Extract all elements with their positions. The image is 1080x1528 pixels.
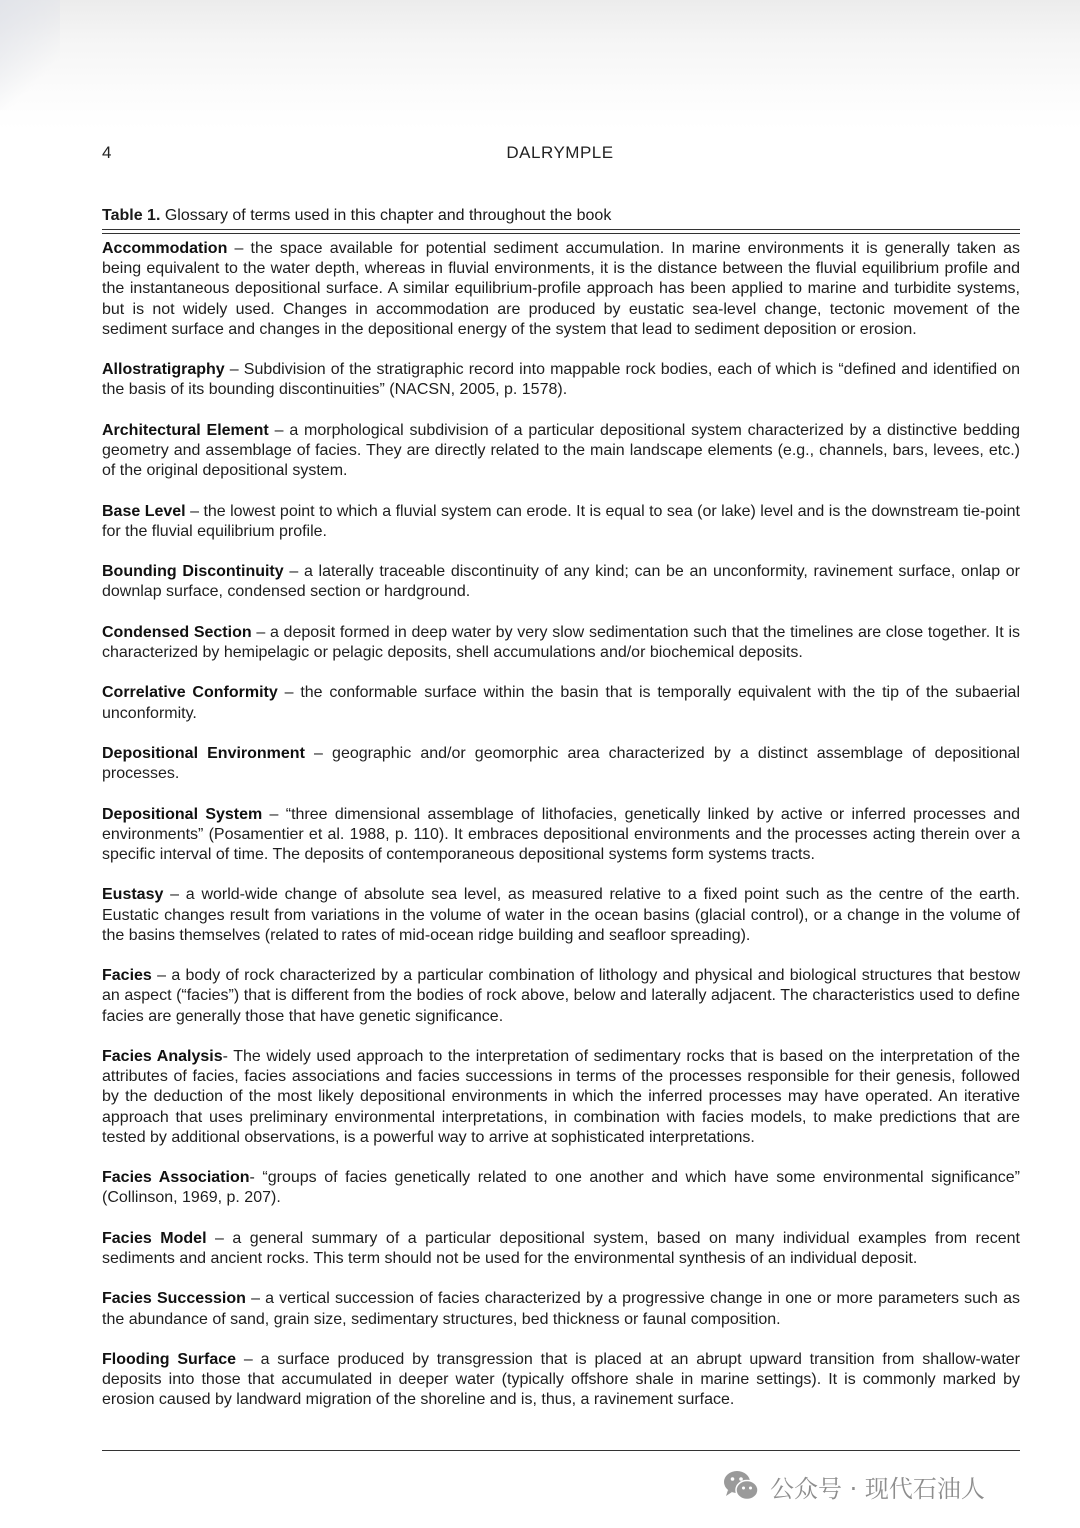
glossary-sep: – — [304, 744, 333, 762]
glossary-sep: – — [206, 1229, 233, 1247]
glossary-sep: - — [222, 1047, 234, 1065]
glossary-definition: Subdivision of the stratigraphic record into mappable rock bodies, each of which is “defined and identified on the basis of its bounding discontinuities” (NACSN, 2005, p. 1578). — [102, 361, 1020, 399]
glossary-definition: “groups of facies genetically related to one another and which have some environmental significance” (Collinson, 1969, p. 207). — [102, 1169, 1021, 1207]
glossary-definition: a body of rock characterized by a particular combination of lithology and physical and biological structures that bestow an aspect (“facies”) that is different from the bodies of rock above, below and laterally adjacent. The characteristics used to define facies are generally those that have genetic significance. — [102, 967, 1021, 1025]
glossary-term: Facies — [102, 967, 152, 985]
glossary-definition: a vertical succession of facies characterized by a progressive change in one or more parameters such as the abundance of sand, grain size, sedimentary structures, bed thickness or faunal composition. — [102, 1290, 1020, 1328]
wechat-icon — [722, 1468, 760, 1504]
glossary-sep: – — [163, 886, 186, 904]
glossary-definition: The widely used approach to the interpretation of sedimentary rocks that is based on the interpretation of the attributes of facies, facies associations and facies successions in terms of the processes responsible for their genesis, followed by the deduction of the most likely depositional environments in which the inferred processes may have operated. An iterative approach that uses preliminary environmental interpretations, in combination with facies models, to make predictions that are tested by additional observations, is a powerful way to arrive at sophisticated interpretations. — [102, 1047, 1021, 1146]
glossary-sep: – — [245, 1290, 266, 1308]
glossary-entry — [102, 239, 1020, 340]
watermark — [722, 1458, 985, 1514]
glossary-term: Eustasy — [102, 886, 164, 904]
glossary-entry — [102, 623, 1020, 663]
glossary-term: Correlative Conformity — [102, 684, 278, 702]
glossary-entry — [102, 885, 1020, 946]
glossary-entry — [102, 683, 1020, 723]
glossary-term: Allostratigraphy — [102, 361, 225, 379]
glossary-sep: – — [251, 623, 270, 641]
glossary-definition: the space available for potential sediment accumulation. In marine environments it is generally taken as being equivalent to the water depth, whereas in fluvial environments, it is the distance between the fluvial equilibrium profile and the instantaneous depositional surface. A similar equilibrium-profile approach has been applied to marine and turbidite systems, but is not widely used. Changes in accommodation are produced by eustatic sea-level change, tectonic movement of the sediment surface and changes in the depositional energy of the system that lead to sediment deposition or erosion. — [102, 240, 1020, 338]
table-caption-text: Glossary of terms used in this chapter and throughout the book — [160, 207, 612, 224]
glossary-sep: – — [277, 684, 301, 702]
glossary-definition: a world-wide change of absolute sea level, as measured relative to a fixed point such as the centre of the earth. Eustatic changes result from variations in the volume of water in the ocean basins (glacial control), or a change in the volume of the basins themselves (related to rates of mid-ocean ridge building and seafloor spreading). — [102, 886, 1021, 944]
glossary-term: Facies Succession — [102, 1290, 246, 1308]
watermark-text: 公众号 · 现代石油人 — [770, 1474, 985, 1503]
glossary-definition: a laterally traceable discontinuity of any kind; can be an unconformity, ravinement surface, onlap or downlap surface, condensed section or hardground. — [102, 563, 1021, 601]
glossary-term: Flooding Surface — [102, 1350, 237, 1368]
glossary-term: Condensed Section — [102, 623, 252, 641]
glossary-entry — [102, 1350, 1020, 1411]
glossary-entry — [102, 1168, 1020, 1208]
glossary-definition: geographic and/or geomorphic area characterized by a distinct assemblage of depositional processes. — [102, 744, 1020, 783]
glossary-entry — [102, 966, 1020, 1027]
glossary-definition: a deposit formed in deep water by very slow sedimentation such that the timelines are close together. It is characterized by hemipelagic or pelagic deposits, shell accumulations and/or biochemical deposits. — [102, 623, 1021, 661]
glossary-term: Accommodation — [102, 240, 228, 257]
running-head: DALRYMPLE — [506, 143, 614, 162]
glossary-sep: – — [224, 361, 244, 379]
glossary-list — [102, 239, 1020, 1431]
glossary-entry — [102, 744, 1020, 784]
page-number: 4 — [102, 143, 112, 162]
glossary-entry — [102, 562, 1020, 602]
glossary-term: Bounding Discontinuity — [102, 563, 284, 581]
glossary-term: Facies Analysis — [102, 1047, 223, 1065]
glossary-sep: - — [249, 1169, 263, 1187]
glossary-definition: the lowest point to which a fluvial system can erode. It is equal to sea (or lake) level and is the downstream tie-point for the fluvial equilibrium profile. — [102, 502, 1021, 540]
glossary-sep: – — [185, 502, 204, 520]
glossary-entry — [102, 421, 1020, 482]
glossary-sep: – — [283, 563, 304, 581]
glossary-term: Facies Association — [102, 1169, 250, 1187]
glossary-definition: a general summary of a particular depositional system, based on many individual examples from recent sediments and ancient rocks. This term should not be used for the environmental synthesis of an individual deposit. — [102, 1229, 1020, 1267]
glossary-sep: – — [236, 1350, 261, 1368]
glossary-term: Base Level — [102, 502, 186, 520]
table-top-rule — [102, 229, 1020, 230]
glossary-entry — [102, 1289, 1020, 1329]
table-caption — [102, 207, 611, 225]
glossary-term: Depositional System — [102, 805, 263, 823]
table-caption-label: Table 1. — [102, 207, 161, 224]
glossary-entry — [102, 805, 1020, 866]
glossary-sep: – — [262, 805, 286, 823]
glossary-term: Architectural Element — [102, 421, 269, 439]
glossary-sep: – — [227, 240, 251, 257]
glossary-sep: – — [268, 421, 290, 439]
glossary-term: Depositional Environment — [102, 744, 305, 762]
table-bottom-rule — [102, 1450, 1020, 1451]
glossary-entry — [102, 360, 1020, 400]
table-top-rule-inner — [102, 233, 1020, 234]
scan-shadow — [0, 0, 60, 110]
glossary-sep: – — [151, 967, 172, 985]
glossary-definition: a morphological subdivision of a particular depositional system characterized by a distinctive bedding geometry and assemblage of facies. They are directly related to the main landscape elements (e.g., channels, bars, levees, etc.) of the original depositional system. — [102, 421, 1020, 480]
glossary-entry — [102, 1229, 1020, 1269]
glossary-entry — [102, 502, 1020, 542]
glossary-entry — [102, 1047, 1020, 1148]
glossary-definition: a surface produced by transgression that is placed at an abrupt upward transition from shallow-water deposits into those that accumulated in deeper water (typically offshore shale in marine settings). It is commonly marked by erosion caused by landward migration of the shoreline and is, thus, a ravinement surface. — [102, 1350, 1021, 1409]
glossary-definition: the conformable surface within the basin that is temporally equivalent with the tip of the subaerial unconformity. — [102, 684, 1020, 722]
glossary-definition: “three dimensional assemblage of lithofacies, genetically linked by active or inferred processes and environments” (Posamentier et al. 1988, p. 110). It embraces depositional environments and the processes acting therein over a specific interval of time. The deposits of contemporaneous depositional systems form systems tracts. — [102, 805, 1020, 863]
glossary-term: Facies Model — [102, 1229, 207, 1247]
